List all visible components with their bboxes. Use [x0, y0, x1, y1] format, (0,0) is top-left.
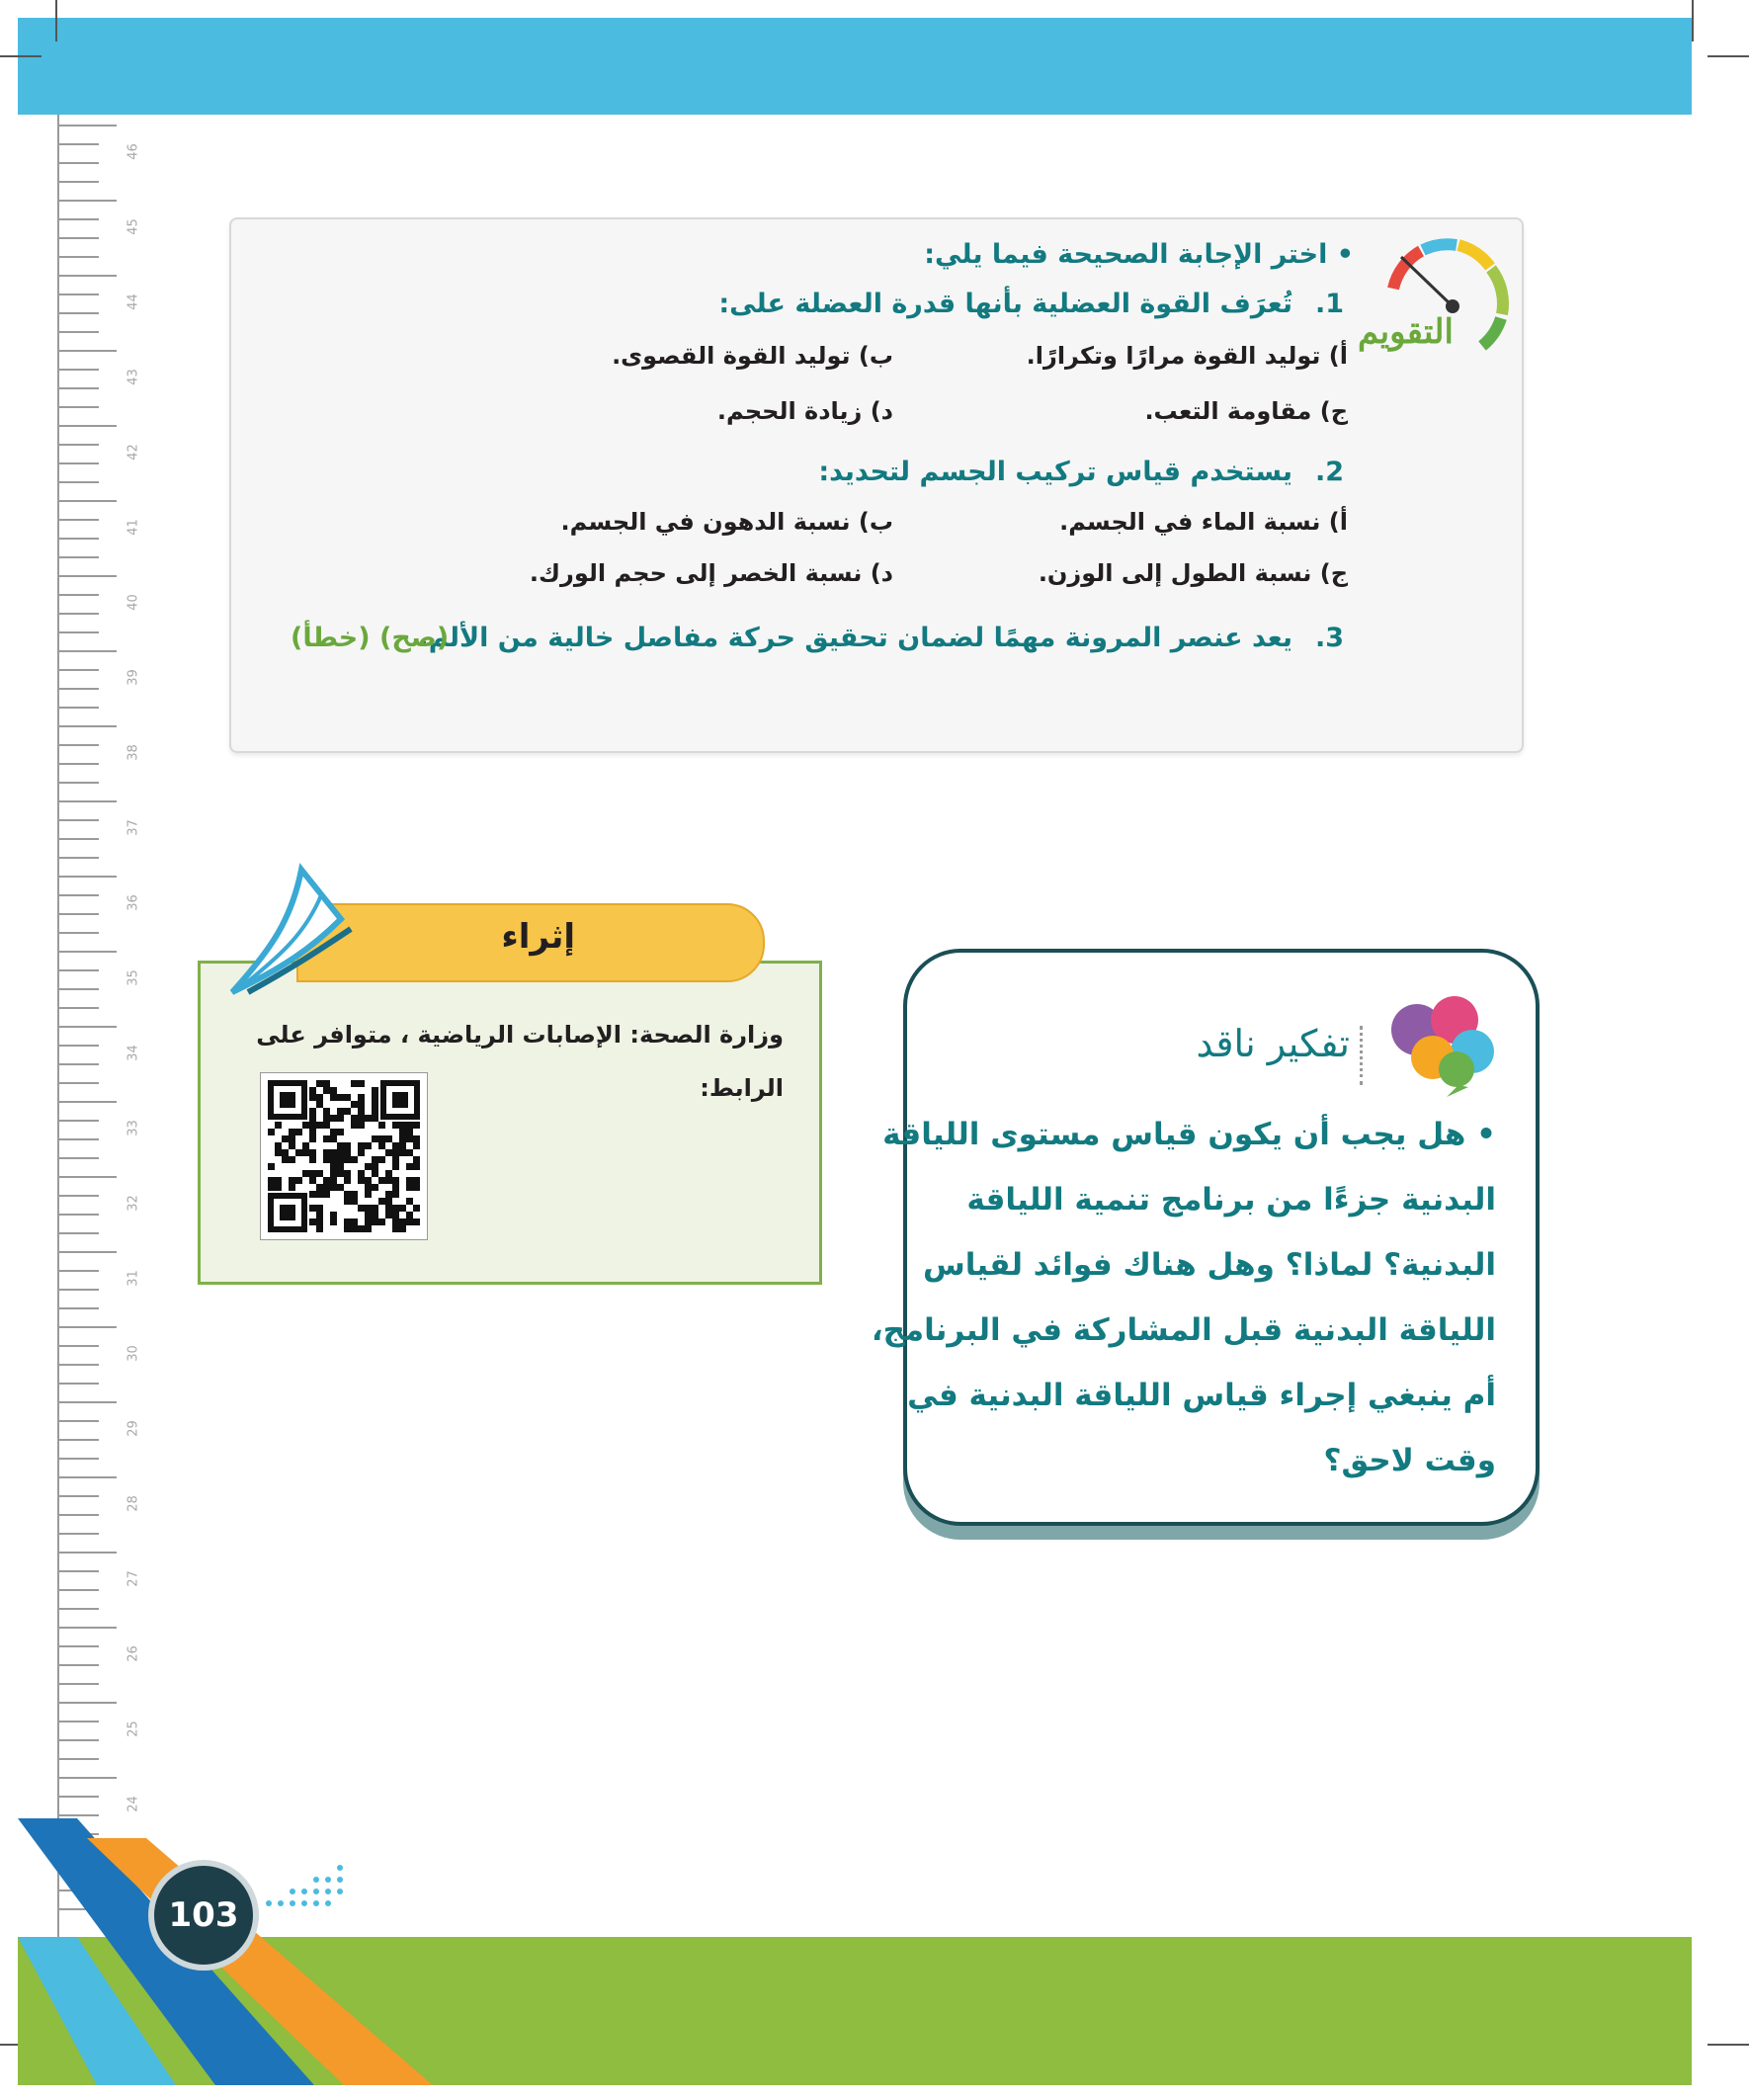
ruler-number: 43	[125, 369, 141, 385]
ruler-tick	[57, 1608, 99, 1610]
ruler-tick	[57, 1814, 99, 1816]
ruler-tick	[57, 444, 99, 446]
ruler-tick	[57, 1627, 117, 1629]
ruler-tick	[57, 275, 117, 277]
ruler-tick	[57, 1570, 99, 1572]
ruler-tick	[57, 744, 99, 746]
ruler-tick	[57, 331, 99, 333]
q2-option-b[interactable]: ب) نسبة الدهون في الجسم.	[560, 508, 893, 536]
question-3-number: 3.	[1314, 623, 1344, 653]
ruler-tick	[57, 819, 99, 821]
q1-option-b[interactable]: ب) توليد القوة القصوى.	[612, 342, 893, 370]
ruler-number: 32	[125, 1195, 141, 1212]
ruler-tick	[57, 1683, 99, 1685]
q1-option-d[interactable]: د) زيادة الحجم.	[716, 397, 893, 425]
ruler-tick	[57, 838, 99, 840]
ruler-tick	[57, 538, 99, 540]
question-2-number: 2.	[1314, 457, 1344, 487]
ruler-number: 46	[125, 143, 141, 160]
thinking-line: اللياقة البدنية قبل المشاركة في البرنامج،	[871, 1312, 1496, 1348]
header-band	[18, 18, 1692, 115]
qr-code[interactable]	[260, 1072, 428, 1240]
ruler-tick	[57, 1214, 99, 1216]
enrichment-card	[198, 961, 822, 1285]
ruler-number: 25	[125, 1721, 141, 1737]
ruler-number: 44	[125, 294, 141, 310]
thinking-line: وقت لاحق؟	[1323, 1443, 1496, 1478]
title-divider	[1360, 1026, 1363, 1085]
ruler-tick	[57, 1401, 117, 1403]
ruler-tick	[57, 1120, 99, 1122]
crop-mark	[0, 55, 42, 57]
page-number-badge	[148, 1860, 259, 1971]
ruler-number: 41	[125, 519, 141, 536]
q2-option-a[interactable]: أ) نسبة الماء في الجسم.	[1059, 508, 1348, 536]
ruler-tick	[57, 143, 99, 145]
ruler-tick	[57, 462, 99, 464]
ruler-number: 31	[125, 1270, 141, 1287]
page-number: 103	[168, 1895, 239, 1935]
ruler-number: 24	[125, 1796, 141, 1812]
ruler-tick	[57, 707, 99, 709]
ruler-tick	[57, 1364, 99, 1366]
ruler-number: 42	[125, 444, 141, 461]
ruler-tick	[57, 1345, 99, 1347]
enrichment-line-1: وزارة الصحة: الإصابات الرياضية ، متوافر على	[256, 1021, 784, 1049]
ruler-number: 38	[125, 744, 141, 761]
ruler-tick	[57, 1045, 99, 1047]
ruler-tick	[57, 631, 99, 633]
critical-thinking-title: تفكير ناقد	[1196, 1022, 1350, 1065]
ruler-number: 36	[125, 894, 141, 911]
crop-mark	[55, 0, 57, 42]
ruler-tick	[57, 1495, 99, 1497]
ruler-tick	[57, 594, 99, 596]
ruler-tick	[57, 500, 117, 502]
evaluation-badge-label: التقويم	[1358, 312, 1454, 352]
ruler-tick	[57, 1702, 117, 1704]
question-1-number: 1.	[1314, 289, 1344, 319]
enrichment-tab	[296, 903, 765, 982]
ruler-tick	[57, 1758, 99, 1760]
ruler-tick	[57, 1138, 99, 1140]
ruler-number: 45	[125, 218, 141, 235]
ruler-tick	[57, 218, 99, 220]
ruler-number: 27	[125, 1570, 141, 1587]
ruler-tick	[57, 613, 99, 615]
side-ruler	[57, 115, 146, 1943]
ruler-tick	[57, 894, 99, 896]
ruler-tick	[57, 1721, 99, 1722]
ruler-number: 34	[125, 1045, 141, 1061]
ruler-number: 33	[125, 1120, 141, 1136]
ruler-tick	[57, 1514, 99, 1516]
ruler-tick	[57, 800, 117, 802]
question-2-text: يستخدم قياس تركيب الجسم لتحديد:	[818, 457, 1292, 487]
ruler-tick	[57, 481, 99, 483]
ruler-tick	[57, 200, 117, 202]
book-icon	[222, 860, 361, 998]
brain-icon	[1377, 990, 1506, 1099]
ruler-tick	[57, 312, 99, 314]
ruler-tick	[57, 1195, 99, 1197]
ruler-tick	[57, 1082, 99, 1084]
ruler-tick	[57, 1063, 99, 1065]
ruler-tick	[57, 969, 99, 971]
ruler-tick	[57, 1232, 99, 1234]
ruler-number: 30	[125, 1345, 141, 1362]
ruler-tick	[57, 782, 99, 784]
q2-option-c[interactable]: ج) نسبة الطول إلى الوزن.	[1038, 559, 1348, 587]
ruler-tick	[57, 725, 117, 727]
ruler-tick	[57, 1270, 99, 1272]
ruler-tick	[57, 1739, 99, 1741]
ruler-tick	[57, 294, 99, 295]
question-1-text: تُعرَف القوة العضلية بأنها قدرة العضلة على:	[718, 289, 1292, 319]
ruler-tick	[57, 763, 99, 765]
ruler-tick	[57, 1664, 99, 1666]
q3-choices[interactable]: (صح) (خطأ)	[291, 623, 450, 653]
ruler-tick	[57, 951, 117, 953]
ministry-dots-logo	[259, 1864, 358, 1913]
ruler-tick	[57, 857, 99, 859]
ruler-tick	[57, 1383, 99, 1385]
q1-option-c[interactable]: ج) مقاومة التعب.	[1144, 397, 1348, 425]
ruler-tick	[57, 181, 99, 183]
ruler-tick	[57, 519, 99, 521]
ruler-tick	[57, 650, 117, 652]
ruler-tick	[57, 406, 99, 408]
thinking-line: البدنية جزءًا من برنامج تنمية اللياقة	[966, 1182, 1496, 1218]
ruler-tick	[57, 1289, 99, 1291]
ruler-tick	[57, 1007, 99, 1009]
ruler-tick	[57, 1552, 117, 1554]
ruler-number: 35	[125, 969, 141, 986]
ruler-number: 29	[125, 1420, 141, 1437]
thinking-line: • هل يجب أن يكون قياس مستوى اللياقة	[882, 1117, 1496, 1152]
ruler-tick	[57, 1777, 117, 1779]
ruler-tick	[57, 1176, 117, 1178]
q1-option-a[interactable]: أ) توليد القوة مرارًا وتكرارًا.	[1026, 342, 1348, 370]
ruler-tick	[57, 1026, 117, 1028]
ruler-tick	[57, 1439, 99, 1441]
ruler-tick	[57, 1589, 99, 1591]
ruler-tick	[57, 387, 99, 389]
ruler-tick	[57, 1157, 99, 1159]
ruler-tick	[57, 256, 99, 258]
thinking-line: البدنية؟ لماذا؟ وهل هناك فوائد لقياس	[922, 1247, 1496, 1283]
ruler-tick	[57, 1476, 117, 1478]
ruler-tick	[57, 988, 99, 990]
ruler-tick	[57, 1458, 99, 1460]
ruler-tick	[57, 162, 99, 164]
ruler-tick	[57, 350, 117, 352]
ruler-tick	[57, 425, 117, 427]
ruler-number: 40	[125, 594, 141, 611]
ruler-tick	[57, 1101, 117, 1103]
ruler-tick	[57, 1307, 99, 1309]
ruler-number: 37	[125, 819, 141, 836]
instruction: • اختر الإجابة الصحيحة فيما يلي:	[924, 239, 1354, 270]
enrichment-title: إثراء	[501, 917, 575, 957]
thinking-line: أم ينبغي إجراء قياس اللياقة البدنية في	[907, 1378, 1496, 1413]
ruler-tick	[57, 932, 99, 934]
ruler-tick	[57, 237, 99, 239]
ruler-tick	[57, 688, 99, 690]
ruler-tick	[57, 1420, 99, 1422]
question-3-text: يعد عنصر المرونة مهمًا لضمان تحقيق حركة مفاصل خالية من الألم.	[418, 623, 1292, 653]
evaluation-card	[229, 217, 1524, 753]
ruler-tick	[57, 575, 117, 577]
crop-mark	[1707, 2044, 1749, 2046]
ruler-tick	[57, 669, 99, 671]
critical-thinking-card	[871, 949, 1540, 1526]
ruler-tick	[57, 1645, 99, 1647]
ruler-number: 28	[125, 1495, 141, 1512]
ruler-number: 39	[125, 669, 141, 686]
ruler-tick	[57, 556, 99, 558]
ruler-tick	[57, 1251, 117, 1253]
crop-mark	[1692, 0, 1694, 42]
ruler-tick	[57, 1326, 117, 1328]
ruler-tick	[57, 913, 99, 915]
ruler-tick	[57, 125, 117, 126]
ruler-tick	[57, 1796, 99, 1798]
q2-option-d[interactable]: د) نسبة الخصر إلى حجم الورك.	[529, 559, 893, 587]
ruler-tick	[57, 1533, 99, 1535]
ruler-tick	[57, 876, 117, 878]
ruler-tick	[57, 369, 99, 371]
ruler-number: 26	[125, 1645, 141, 1662]
crop-mark	[1707, 55, 1749, 57]
enrichment-line-2: الرابط:	[700, 1074, 784, 1102]
